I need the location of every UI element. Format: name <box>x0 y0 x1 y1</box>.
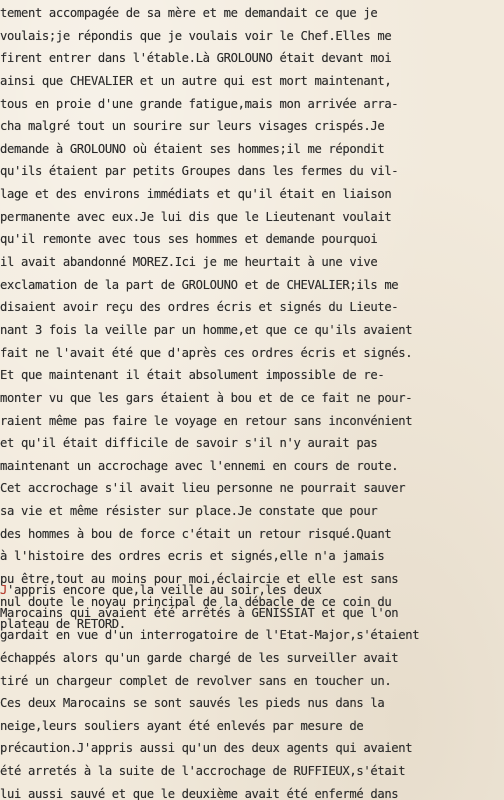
text-line: raient même pas faire le voyage en retour sans inconvénient <box>0 413 413 428</box>
text-line: Et que maintenant il était absolument impossible de re- <box>0 368 385 383</box>
text-line: exclamation de la part de GROLOUNO et de CHEVALIER;ils me <box>0 277 399 292</box>
text-line: neige,leurs souliers ayant été enlevés par mesure de <box>0 718 364 733</box>
paragraph-1 <box>0 2 504 636</box>
text-line: cha malgré tout un sourire sur leurs visages crispés.Je <box>0 119 385 134</box>
text-line: Cet accrochage s'il avait lieu personne ne pourrait sauver <box>0 481 406 496</box>
text-line: échappés alors qu'un garde chargé de les surveiller avait <box>0 650 399 665</box>
text-line: monter vu que les gars étaient à bou et de ce fait ne pour- <box>0 390 413 405</box>
text-line <box>0 579 504 602</box>
text-line: pu être,tout au moins pour moi,éclaircie et elle est sans <box>0 572 399 587</box>
text-line: tous en proie d'une grande fatigue,mais mon arrivée arra- <box>0 96 399 111</box>
text-line: fait ne l'avait été que d'après ces ordres écris et signés. <box>0 345 413 360</box>
text-line: permanente avec eux.Je lui dis que le Lieutenant voulait <box>0 209 392 224</box>
text-line: tiré un chargeur complet de revolver sans en toucher un. <box>0 673 392 688</box>
text-line: Marocains qui avaient été arrêtés à GENISSIAT et que l'on <box>0 605 399 620</box>
text-line: qu'ils étaient par petits Groupes dans les fermes du vil- <box>0 164 399 179</box>
text-line: gardait en vue d'un interrogatoire de l'Etat-Major,s'étaient <box>0 628 420 643</box>
text-line: il avait abandonné MOREZ.Ici je me heurtait à une vive <box>0 255 378 270</box>
text-line: lui aussi sauvé et que le deuxième avait été enfermé dans <box>0 786 399 800</box>
text-line: nant 3 fois la veille par un homme,et que ce qu'ils avaient <box>0 322 413 337</box>
paragraph-initial: J <box>0 583 7 597</box>
text-line: Ces deux Marocains se sont sauvés les pieds nus dans la <box>0 696 385 711</box>
text-line: précaution.J'appris aussi qu'un des deux agents qui avaient <box>0 741 413 756</box>
text-line: et qu'il était difficile de savoir s'il n'y aurait pas <box>0 436 378 451</box>
text-line: maintenant un accrochage avec l'ennemi en cours de route. <box>0 458 399 473</box>
text-line: été arretés à la suite de l'accrochage de RUFFIEUX,s'était <box>0 764 406 779</box>
text-line-rest: 'appris encore que,la veille au soir,les deux <box>7 583 322 597</box>
paragraph-2 <box>0 579 504 800</box>
text-line: voulais;je répondis que je voulais voir le Chef.Elles me <box>0 28 392 43</box>
text-line: sa vie et même résister sur place.Je constate que pour <box>0 504 378 519</box>
text-line: à l'histoire des ordres ecris et signés,elle n'a jamais <box>0 549 385 564</box>
text-line: demande à GROLOUNO où étaient ses hommes;il me répondit <box>0 141 385 156</box>
text-line: qu'il remonte avec tous ses hommes et demande pourquoi <box>0 232 378 247</box>
text-line: des hommes à bou de force c'était un retour risqué.Quant <box>0 526 392 541</box>
text-line: disaient avoir reçu des ordres écris et signés du Lieute- <box>0 300 399 315</box>
text-line: firent entrer dans l'étable.Là GROLOUNO était devant moi <box>0 51 392 66</box>
text-line: tement accompagée de sa mère et me demandait ce que je <box>0 6 378 20</box>
text-line: ainsi que CHEVALIER et un autre qui est mort maintenant, <box>0 73 392 88</box>
text-line: nul doute le noyau principal de la débacle de ce coin du <box>0 594 392 609</box>
text-line: lage et des environs immédiats et qu'il était en liaison <box>0 187 392 202</box>
text-line: plateau de RETORD. <box>0 617 126 632</box>
